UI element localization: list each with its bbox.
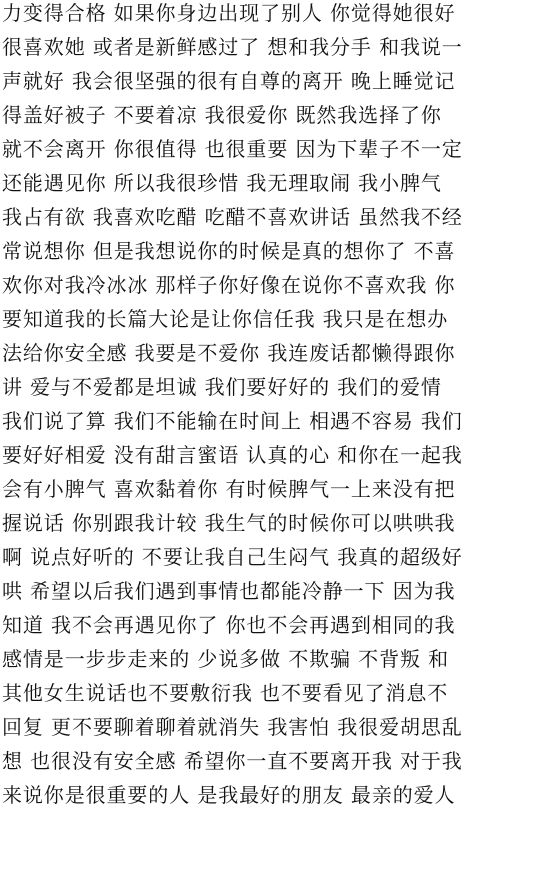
text-line: 力变得合格 如果你身边出现了别人 你觉得她很好	[2, 1, 456, 25]
text-line: 来说你是很重要的人 是我最好的朋友 最亲的爱人	[2, 783, 456, 807]
text-line: 常说想你 但是我想说你的时候是真的想你了 不喜	[2, 239, 456, 263]
text-line: 法给你安全感 我要是不爱你 我连废话都懒得跟你	[2, 341, 456, 365]
text-line: 啊 说点好听的 不要让我自己生闷气 我真的超级好	[2, 545, 463, 569]
text-line: 要好好相爱 没有甜言蜜语 认真的心 和你在一起我	[2, 443, 463, 467]
text-line: 握说话 你别跟我计较 我生气的时候你可以哄哄我	[2, 511, 456, 535]
text-line: 会有小脾气 喜欢黏着你 有时候脾气一上来没有把	[2, 477, 456, 501]
text-line: 还能遇见你 所以我很珍惜 我无理取闹 我小脾气	[2, 171, 442, 195]
text-line: 要知道我的长篇大论是让你信任我 我只是在想办	[2, 307, 449, 331]
text-line: 想 也很没有安全感 希望你一直不要离开我 对于我	[2, 749, 463, 773]
text-line: 欢你对我冷冰冰 那样子你好像在说你不喜欢我 你	[2, 273, 456, 297]
text-line: 就不会离开 你很值得 也很重要 因为下辈子不一定	[2, 137, 463, 161]
text-line: 声就好 我会很坚强的很有自尊的离开 晚上睡觉记	[2, 69, 456, 93]
text-line: 得盖好被子 不要着凉 我很爱你 既然我选择了你	[2, 103, 442, 127]
text-line: 很喜欢她 或者是新鲜感过了 想和我分手 和我说一	[2, 35, 463, 59]
text-line: 感情是一步步走来的 少说多做 不欺骗 不背叛 和	[2, 647, 450, 671]
text-line: 其他女生说话也不要敷衍我 也不要看见了消息不	[2, 681, 449, 705]
text-line: 回复 更不要聊着聊着就消失 我害怕 我很爱胡思乱	[2, 715, 463, 739]
text-line: 知道 我不会再遇见你了 你也不会再遇到相同的我	[2, 613, 456, 637]
text-line: 我占有欲 我喜欢吃醋 吃醋不喜欢讲话 虽然我不经	[2, 205, 463, 229]
text-line: 哄 希望以后我们遇到事情也都能冷静一下 因为我	[2, 579, 456, 603]
text-line: 我们说了算 我们不能输在时间上 相遇不容易 我们	[2, 409, 463, 433]
text-line: 讲 爱与不爱都是坦诚 我们要好好的 我们的爱情	[2, 375, 442, 399]
